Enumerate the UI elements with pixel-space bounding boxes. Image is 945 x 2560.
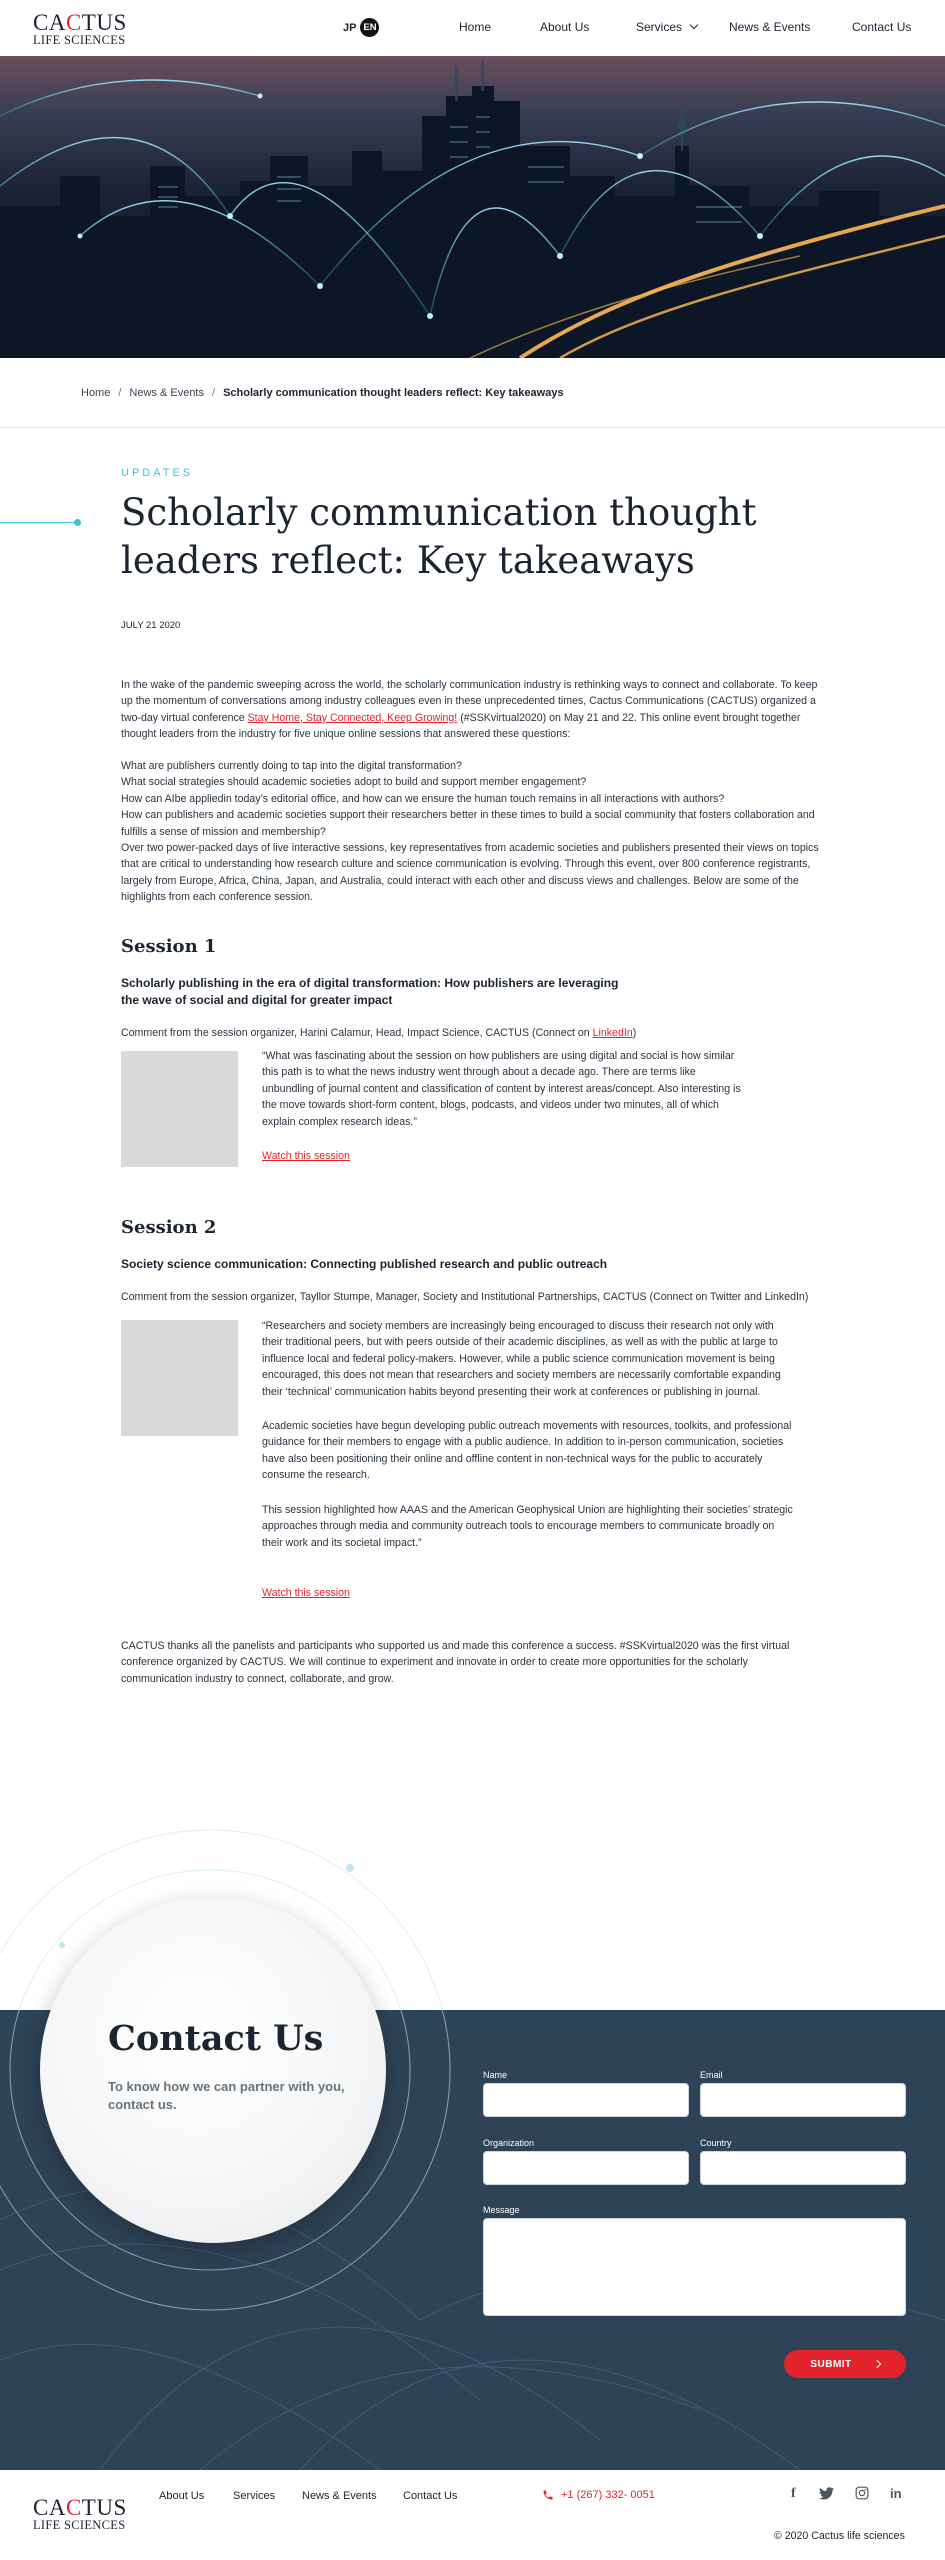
- list-item: What social strategies should academic societies adopt to build and support member engagement?: [121, 776, 587, 789]
- footer-nav-news[interactable]: News & Events: [302, 2490, 377, 2502]
- conference-link[interactable]: Stay Home, Stay Connected, Keep Growing!: [247, 711, 458, 724]
- footer-nav-contact[interactable]: Contact Us: [403, 2490, 458, 2502]
- nav-services-label: Services: [636, 20, 683, 34]
- submit-label: SUBMIT: [810, 2358, 852, 2370]
- list-item: How can publishers and academic societies support their researchers better in these times to build a social community that fosters collaboration and fulfills a sense of mission and membership?: [121, 809, 815, 838]
- lang-jp[interactable]: JP: [343, 21, 357, 34]
- article-summary: Over two power-packed days of live interactive sessions, key representatives from academic societies and publishers presented their views on topics that are critical to understanding how research culture and science communication is evolving. Through this event, over 800 conference registrants, largely from Europe, Africa, China, Japan, and Australia, could interact with each other and discuss views and challenges. Below are some of the highlights from each conference session.: [121, 842, 819, 904]
- session-1-quote: “What was fascinating about the session on how publishers are using digital and social is how similar this path is to what the news industry went through about a decade ago. There are terms like unbundling of journal content and classification of content by interest areas/concept. Also interesting is the move towards short-form content, blogs, podcasts, and videos under two minutes, all of which explain complex research ideas.”: [262, 1050, 741, 1128]
- list-item: How can AIbe appliedin today’s editorial office, and how can we ensure the human touch remains in all interactions with authors?: [121, 792, 725, 805]
- chevron-down-icon: [690, 21, 698, 29]
- message-label: Message: [483, 2205, 520, 2215]
- organization-label: Organization: [483, 2138, 535, 2148]
- breadcrumb-separator: /: [212, 387, 216, 399]
- twitter-icon[interactable]: [819, 2487, 834, 2503]
- logo-subtitle: LIFE SCIENCES: [33, 33, 126, 47]
- copyright-text: © 2020 Cactus life sciences: [774, 2530, 905, 2542]
- site-header: [0, 0, 945, 56]
- comment-text: Comment from the session organizer, Harini Calamur, Head, Impact Science, CACTUS (Connect on: [121, 1027, 590, 1039]
- breadcrumb-news[interactable]: News & Events: [129, 387, 204, 399]
- comment-end: ): [632, 1027, 637, 1039]
- watch-session-2-link[interactable]: Watch this session: [262, 1587, 350, 1599]
- nav-home[interactable]: Home: [459, 20, 492, 34]
- cactus-logo[interactable]: [33, 11, 133, 47]
- contact-description: To know how we can partner with you, contact us.: [108, 2079, 345, 2112]
- article-category-tag: UPDATES: [121, 467, 194, 479]
- linkedin-icon[interactable]: in: [890, 2486, 902, 2501]
- arrow-right-icon: [872, 2360, 880, 2368]
- footer-nav-services[interactable]: Services: [233, 2490, 276, 2502]
- intro-text: In the wake of the pandemic sweeping across the world, the scholarly communication industry is rethinking ways to connect and collaborate. To keep up the momentum of conversations among industry colleagues even in these unprecedented times, Cactus Communications (CACTUS) organized a two-day virtual conference: [121, 679, 818, 724]
- list-item: What are publishers currently doing to tap into the digital transformation?: [121, 760, 462, 772]
- organization-input[interactable]: [483, 2151, 689, 2185]
- session-1-heading: Session 1: [121, 936, 217, 957]
- accent-dot: [74, 519, 81, 526]
- city-skyline-image: [0, 56, 945, 358]
- breadcrumb: [81, 387, 564, 399]
- footer-logo[interactable]: [33, 2496, 127, 2532]
- session-2-heading: Session 2: [121, 1217, 217, 1238]
- footer-logo-wordmark: CACTUS: [33, 2495, 127, 2520]
- article-title: Scholarly communication thought leaders reflect: Key takeaways: [121, 491, 757, 582]
- breadcrumb-home[interactable]: Home: [81, 387, 111, 399]
- instagram-icon[interactable]: [855, 2486, 869, 2503]
- email-input[interactable]: [700, 2083, 906, 2117]
- linkedin-link[interactable]: LinkedIn: [592, 1027, 633, 1039]
- article-closing: CACTUS thanks all the panelists and participants who supported us and made this conference a success. #SSKvirtual2020 was the first virtual conference organized by CACTUS. We will continue to experiment and innovate in order to create more opportunities for the scholarly communication industry to connect, collaborate, and grow.: [121, 1640, 790, 1685]
- message-textarea[interactable]: [483, 2218, 906, 2316]
- session-2-subtitle: Society science communication: Connecting published research and public outreach: [121, 1257, 608, 1271]
- session-2-quote-3: This session highlighted how AAAS and the American Geophysical Union are highlighting their societies’ strategic approaches through media and community outreach tools to encourage members to communicate broadly on their work and its societal impact.”: [262, 1504, 793, 1549]
- session-1-video-thumbnail[interactable]: [121, 1051, 238, 1167]
- site-footer: [0, 2470, 945, 2560]
- email-label: Email: [700, 2070, 723, 2080]
- breadcrumb-current: Scholarly communication thought leaders reflect: Key takeaways: [223, 387, 564, 399]
- nav-services[interactable]: [636, 20, 697, 34]
- session-2-quote-2: Academic societies have begun developing public outreach movements with resources, toolkits, and professional guidance for their members to engage with a public audience. In addition to in-person communication, societies have also been positioning their online and offline content in non-technical ways for the public to accurately consume the research.: [262, 1420, 792, 1482]
- footer-logo-subtitle: LIFE SCIENCES: [33, 2518, 126, 2532]
- lang-en[interactable]: EN: [360, 18, 379, 37]
- nav-news-events[interactable]: News & Events: [729, 20, 811, 34]
- phone-number: +1 (267) 332- 0051: [561, 2489, 655, 2501]
- breadcrumb-divider: [0, 427, 945, 428]
- contact-title: Contact Us: [108, 2018, 324, 2059]
- hero-banner: [0, 56, 945, 358]
- session-2-quote-1: “Researchers and society members are increasingly being encouraged to discuss their research not only with their traditional peers, but with peers outside of their academic disciplines, as well as with the public at large to influence local and federal policy-makers. However, while a public science communication movement is being encouraged, this does not mean that researchers and society members are necessarily comfortable expanding their ‘technical’ communication habits beyond presenting their work at conferences or publishing in journal.: [262, 1320, 781, 1398]
- article-date: JULY 21 2020: [121, 620, 181, 631]
- contact-circle: [40, 1897, 386, 2243]
- country-label: Country: [700, 2138, 732, 2148]
- phone-icon: [542, 2489, 554, 2501]
- breadcrumb-separator: /: [118, 387, 122, 399]
- article-intro: [121, 677, 821, 743]
- session-2-comment: Comment from the session organizer, Tayllor Stumpe, Manager, Society and Institutional Partnerships, CACTUS (Connect on Twitter and LinkedIn): [121, 1291, 809, 1303]
- session-2-video-thumbnail[interactable]: [121, 1320, 238, 1436]
- name-label: Name: [483, 2070, 508, 2080]
- session-1-comment: [121, 1027, 636, 1039]
- accent-line: [0, 522, 78, 523]
- name-input[interactable]: [483, 2083, 689, 2117]
- country-input[interactable]: [700, 2151, 906, 2185]
- logo-wordmark: CACTUS: [33, 10, 127, 35]
- session-1-subtitle: Scholarly publishing in the era of digital transformation: How publishers are leveraging the wave of social and digital for greater impact: [121, 976, 619, 1007]
- language-switcher: [343, 18, 379, 37]
- phone-contact[interactable]: [542, 2489, 655, 2501]
- nav-about[interactable]: About Us: [540, 20, 590, 34]
- footer-nav-about[interactable]: About Us: [159, 2490, 205, 2502]
- nav-contact[interactable]: Contact Us: [852, 20, 912, 34]
- question-list: [121, 758, 821, 906]
- watch-session-1-link[interactable]: Watch this session: [262, 1150, 350, 1162]
- intro-text-end: (#SSKvirtual2020) on May 21 and 22. This online event brought together thought leaders from the industry for five unique online sessions that answered these questions:: [121, 711, 801, 741]
- submit-button[interactable]: [784, 2350, 906, 2378]
- facebook-icon[interactable]: f: [791, 2486, 796, 2501]
